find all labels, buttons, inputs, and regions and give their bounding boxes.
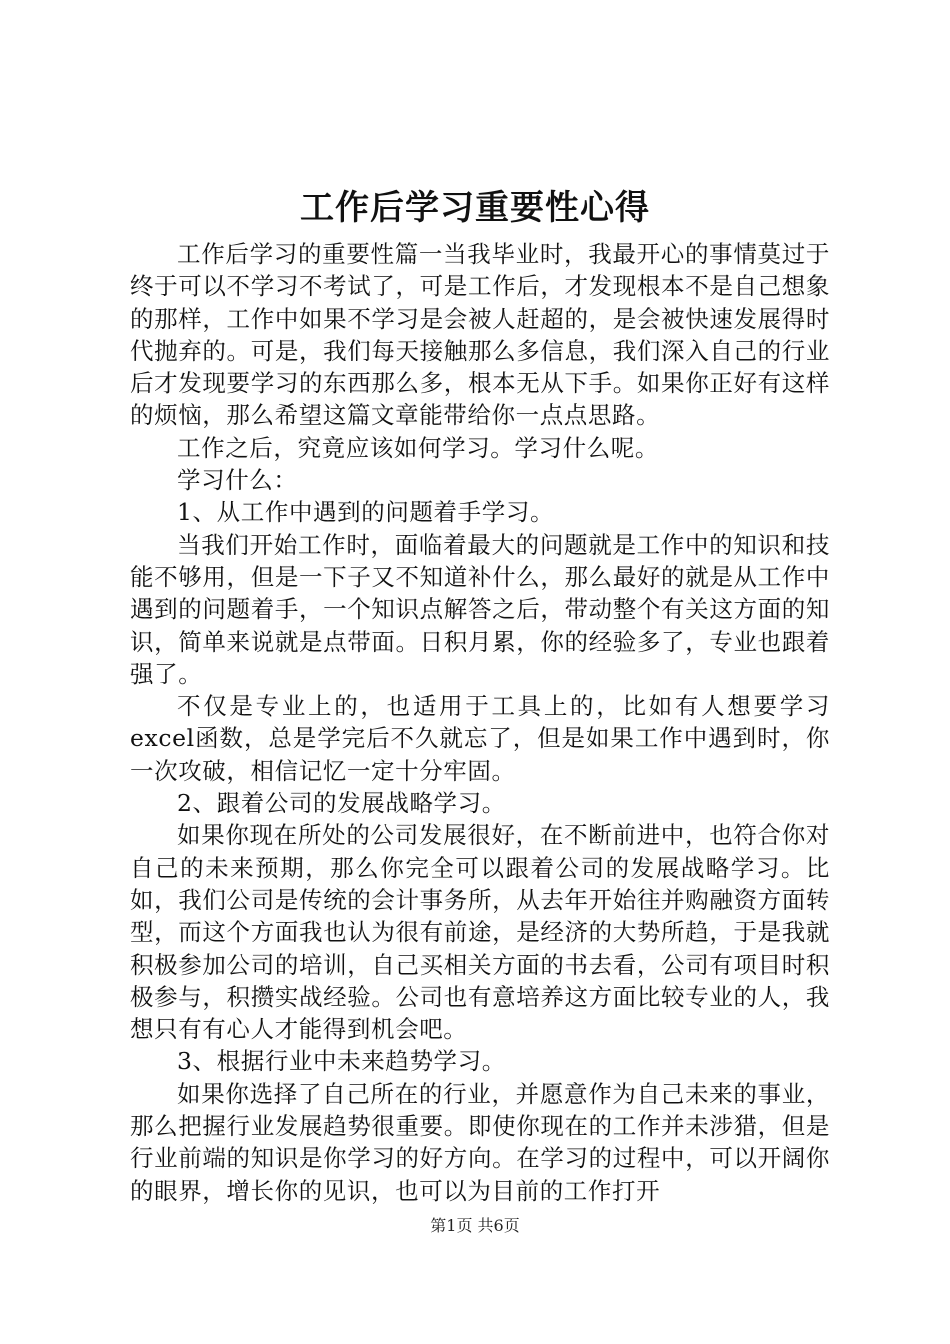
- section-heading-2: 2、跟着公司的发展战略学习。: [177, 789, 506, 818]
- paragraph-section-3: 如果你选择了自己所在的行业，并愿意作为自己未来的事业，那么把握行业发展趋势很重要。即使你现在的工作并未涉猎，但是行业前端的知识是你学习的好方向。在学习的过程中，可以开阔你的眼界，增长你的见识，也可以为目前的工作打开: [130, 1079, 830, 1205]
- paragraph-question: 工作之后，究竟应该如何学习。学习什么呢。: [177, 433, 659, 462]
- paragraph-section-1: 当我们开始工作时，面临着最大的问题就是工作中的知识和技能不够用，但是一下子又不知道补什么，那么最好的就是从工作中遇到的问题着手，一个知识点解答之后，带动整个有关这方面的知识，简单来说就是点带面。日积月累，你的经验多了，专业也跟着强了。: [130, 530, 830, 688]
- page-number-footer: 第1页 共6页: [430, 1216, 520, 1235]
- paragraph-what-to-learn: 学习什么：: [177, 466, 298, 495]
- paragraph-intro: 工作后学习的重要性篇一当我毕业时，我最开心的事情莫过于终于可以不学习不考试了，可是工作后，才发现根本不是自己想象的那样，工作中如果不学习是会被人赶超的，是会被快速发展得时代抛弃的。可是，我们每天接触那么多信息，我们深入自己的行业后才发现要学习的东西那么多，根本无从下手。如果你正好有这样的烦恼，那么希望这篇文章能带给你一点点思路。: [130, 240, 830, 430]
- section-heading-3: 3、根据行业中未来趋势学习。: [177, 1047, 506, 1076]
- paragraph-section-1-tools: 不仅是专业上的，也适用于工具上的，比如有人想要学习excel函数，总是学完后不久就忘了，但是如果工作中遇到时，你一次攻破，相信记忆一定十分牢固。: [130, 692, 830, 785]
- document-title: 工作后学习重要性心得: [300, 188, 650, 228]
- document-body: [130, 238, 830, 1207]
- paragraph-section-2: 如果你现在所处的公司发展很好，在不断前进中，也符合你对自己的未来预期，那么你完全可以跟着公司的发展战略学习。比如，我们公司是传统的会计事务所，从去年开始往并购融资方面转型，而这个方面我也认为很有前途，是经济的大势所趋，于是我就积极参加公司的培训，自己买相关方面的书去看，公司有项目时积极参与，积攒实战经验。公司也有意培养这方面比较专业的人，我想只有有心人才能得到机会吧。: [130, 821, 830, 1044]
- section-heading-1: 1、从工作中遇到的问题着手学习。: [177, 498, 555, 527]
